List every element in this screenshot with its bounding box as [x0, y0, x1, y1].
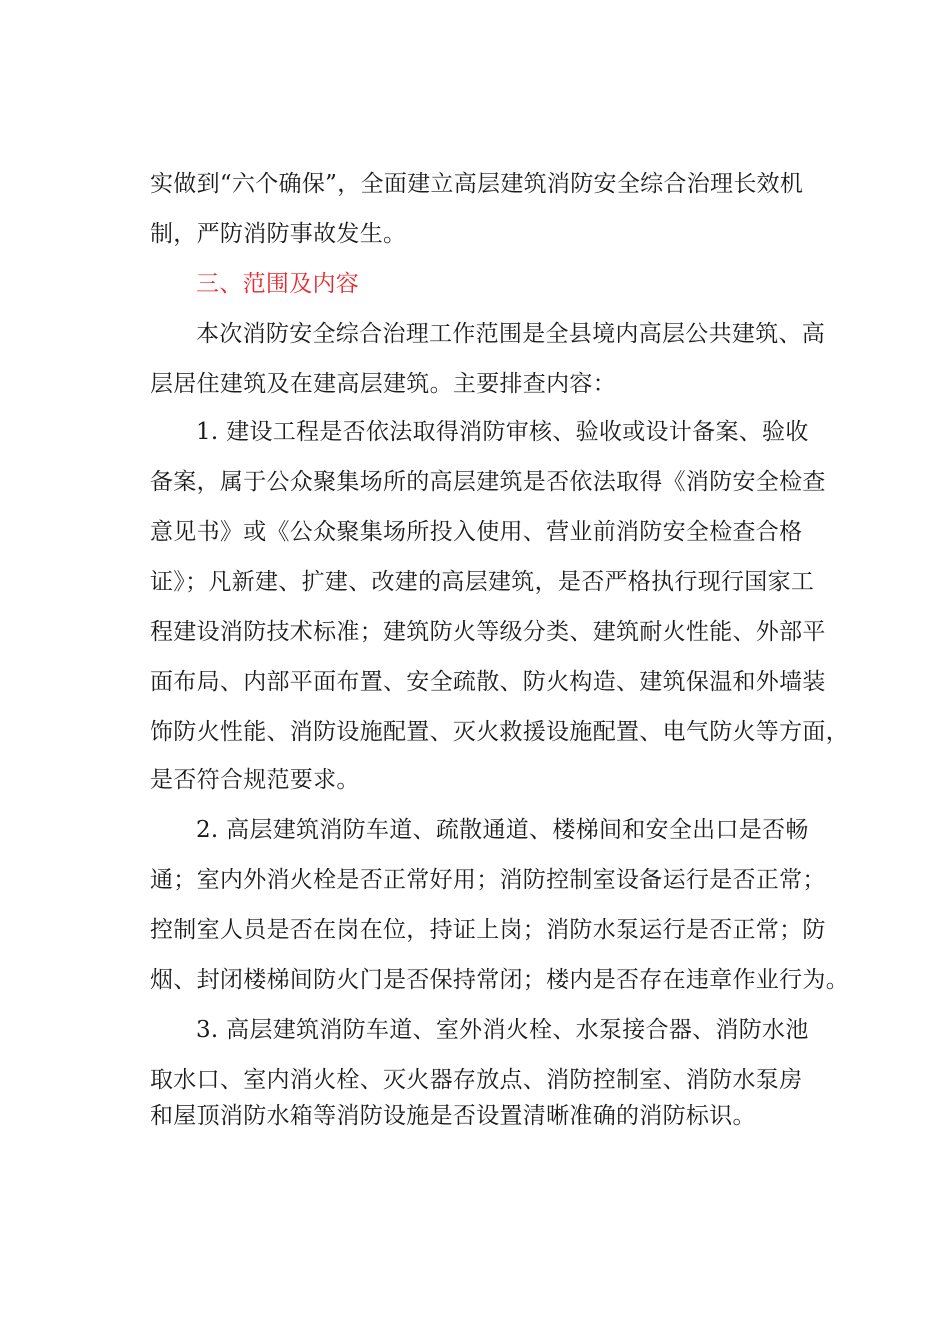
text-line: 面布局、内部平面布置、安全疏散、防火构造、建筑保温和外墙装 [150, 669, 826, 695]
list-item-2-start: 2. 高层建筑消防车道、疏散通道、楼梯间和安全出口是否畅 [196, 817, 809, 843]
text-line: 饰防火性能、消防设施配置、灭火救援设施配置、电气防火等方面， [150, 719, 849, 745]
list-item-1-start: 1. 建设工程是否依法取得消防审核、验收或设计备案、验收 [196, 419, 809, 445]
section-heading: 三、范围及内容 [196, 271, 360, 297]
text-line: 烟、封闭楼梯间防火门是否保持常闭；楼内是否存在违章作业行为。 [150, 967, 849, 993]
text-line: 控制室人员是否在岗在位，持证上岗；消防水泵运行是否正常；防 [150, 917, 826, 943]
text-line: 和屋顶消防水箱等消防设施是否设置清晰准确的消防标识。 [150, 1103, 756, 1129]
text-line: 是否符合规范要求。 [150, 767, 360, 793]
list-item-3-start: 3. 高层建筑消防车道、室外消火栓、水泵接合器、消防水池 [196, 1017, 809, 1043]
text-line: 制，严防消防事故发生。 [150, 221, 407, 247]
text-line: 取水口、室内消火栓、灭火器存放点、消防控制室、消防水泵房 [150, 1067, 803, 1093]
text-line: 通；室内外消火栓是否正常好用；消防控制室设备运行是否正常； [150, 867, 826, 893]
text-line: 备案，属于公众聚集场所的高层建筑是否依法取得《消防安全检查 [150, 469, 826, 495]
text-line: 程建设消防技术标准；建筑防火等级分类、建筑耐火性能、外部平 [150, 619, 826, 645]
text-line: 证》；凡新建、扩建、改建的高层建筑，是否严格执行现行国家工 [150, 569, 815, 595]
text-line: 实做到“六个确保”，全面建立高层建筑消防安全综合治理长效机 [150, 171, 804, 197]
text-line: 层居住建筑及在建高层建筑。主要排查内容： [150, 371, 616, 397]
paragraph-start: 本次消防安全综合治理工作范围是全县境内高层公共建筑、高 [196, 321, 826, 347]
text-line: 意见书》或《公众聚集场所投入使用、营业前消防安全检查合格 [150, 519, 803, 545]
